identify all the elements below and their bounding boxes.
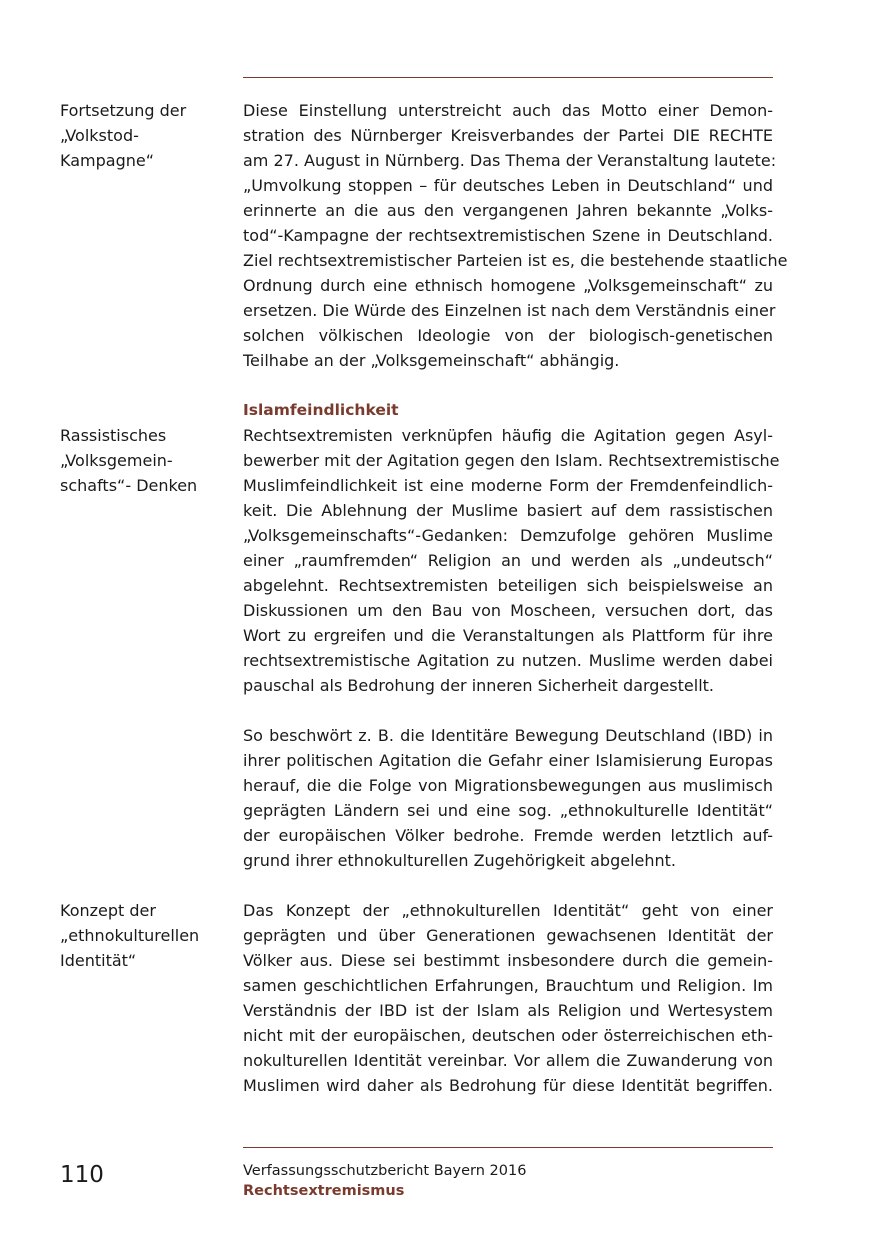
bottom-rule: [243, 1147, 773, 1148]
text-line: einer „raumfremden“ Religion an und werden als „undeutsch“: [243, 551, 773, 570]
text-line: Das Konzept der „ethnokulturellen Identität“ geht von einer: [243, 901, 773, 920]
text-line: Wort zu ergreifen und die Veranstaltungen als Plattform für ihre: [243, 626, 773, 645]
sidenote-line: Fortsetzung der: [60, 101, 187, 120]
paragraph-islamfeindlichkeit: [243, 423, 780, 698]
text-line: „Volksgemeinschafts“-Gedanken: Demzufolge gehören Muslime: [243, 526, 773, 545]
text-line: bewerber mit der Agitation gegen den Islam. Rechtsextremistische: [243, 451, 780, 470]
text-line: pauschal als Bedrohung der inneren Sicherheit dargestellt.: [243, 676, 714, 695]
text-line: Ziel rechtsextremistischer Parteien ist es, die bestehende staatliche: [243, 251, 788, 270]
paragraph-konzept: [243, 898, 773, 1098]
sidenote-line: Konzept der: [60, 901, 156, 920]
text-line: abgelehnt. Rechtsextremisten beteiligen sich beispielsweise an: [243, 576, 773, 595]
sidenote-line: Identität“: [60, 951, 137, 970]
footer-publication: Verfassungsschutzbericht Bayern 2016: [243, 1163, 527, 1179]
text-line: Verständnis der IBD ist der Islam als Religion und Wertesystem: [243, 1001, 773, 1020]
text-line: Diskussionen um den Bau von Moscheen, versuchen dort, das: [243, 601, 773, 620]
sidenote-line: schafts“- Denken: [60, 476, 198, 495]
paragraph-motto: [243, 98, 788, 373]
text-line: Teilhabe an der „Volksgemeinschaft“ abhängig.: [243, 351, 620, 370]
text-line: grund ihrer ethnokulturellen Zugehörigkeit abgelehnt.: [243, 851, 677, 870]
sidenote-line: „Volkstod-: [60, 126, 139, 145]
text-line: rechtsextremistische Agitation zu nutzen. Muslime werden dabei: [243, 651, 773, 670]
text-line: solchen völkischen Ideologie von der biologisch-genetischen: [243, 326, 773, 345]
sidenote-line: „ethnokulturellen: [60, 926, 200, 945]
text-line: nokulturellen Identität vereinbar. Vor allem die Zuwanderung von: [243, 1051, 773, 1070]
text-line: „Umvolkung stoppen – für deutsches Leben in Deutschland“ und: [243, 176, 773, 195]
sidenote-volkstod: [60, 98, 230, 173]
text-line: geprägten Ländern sei und eine sog. „ethnokulturelle Identität“: [243, 801, 773, 820]
paragraph-ibd: [243, 723, 773, 873]
text-line: Rechtsextremisten verknüpfen häufig die Agitation gegen Asyl-: [243, 426, 773, 445]
text-line: geprägten und über Generationen gewachsenen Identität der: [243, 926, 773, 945]
text-line: tod“-Kampagne der rechtsextremistischen Szene in Deutschland.: [243, 226, 773, 245]
sidenote-volksgemeinschaft: [60, 423, 230, 498]
text-line: samen geschichtlichen Erfahrungen, Brauchtum und Religion. Im: [243, 976, 773, 995]
text-line: Ordnung durch eine ethnisch homogene „Volksgemeinschaft“ zu: [243, 276, 773, 295]
text-line: am 27. August in Nürnberg. Das Thema der Veranstaltung lautete:: [243, 151, 777, 170]
sidenote-line: „Volksgemein-: [60, 451, 173, 470]
text-line: erinnerte an die aus den vergangenen Jahren bekannte „Volks-: [243, 201, 773, 220]
text-line: keit. Die Ablehnung der Muslime basiert auf dem rassistischen: [243, 501, 773, 520]
sidenote-line: Rassistisches: [60, 426, 167, 445]
text-line: Diese Einstellung unterstreicht auch das Motto einer Demon-: [243, 101, 773, 120]
text-line: herauf, die die Folge von Migrationsbewegungen aus muslimisch: [243, 776, 773, 795]
text-line: So beschwört z. B. die Identitäre Bewegung Deutschland (IBD) in: [243, 726, 773, 745]
text-line: Muslimfeindlichkeit ist eine moderne Form der Fremdenfeindlich-: [243, 476, 773, 495]
top-rule: [243, 77, 773, 78]
text-line: der europäischen Völker bedrohe. Fremde werden letztlich auf-: [243, 826, 773, 845]
text-line: nicht mit der europäischen, deutschen oder österreichischen eth-: [243, 1026, 773, 1045]
text-line: Völker aus. Diese sei bestimmt insbesondere durch die gemein-: [243, 951, 773, 970]
text-line: ihrer politischen Agitation die Gefahr einer Islamisierung Europas: [243, 751, 773, 770]
page-number: 110: [60, 1162, 104, 1188]
section-heading: Islamfeindlichkeit: [243, 401, 399, 419]
text-line: ersetzen. Die Würde des Einzelnen ist nach dem Verständnis einer: [243, 301, 776, 320]
sidenote-identitaet: [60, 898, 230, 973]
text-line: stration des Nürnberger Kreisverbandes der Partei DIE RECHTE: [243, 126, 773, 145]
footer-section: Rechtsextremismus: [243, 1183, 405, 1199]
sidenote-line: Kampagne“: [60, 151, 154, 170]
text-line: Muslimen wird daher als Bedrohung für diese Identität begriffen.: [243, 1076, 773, 1095]
